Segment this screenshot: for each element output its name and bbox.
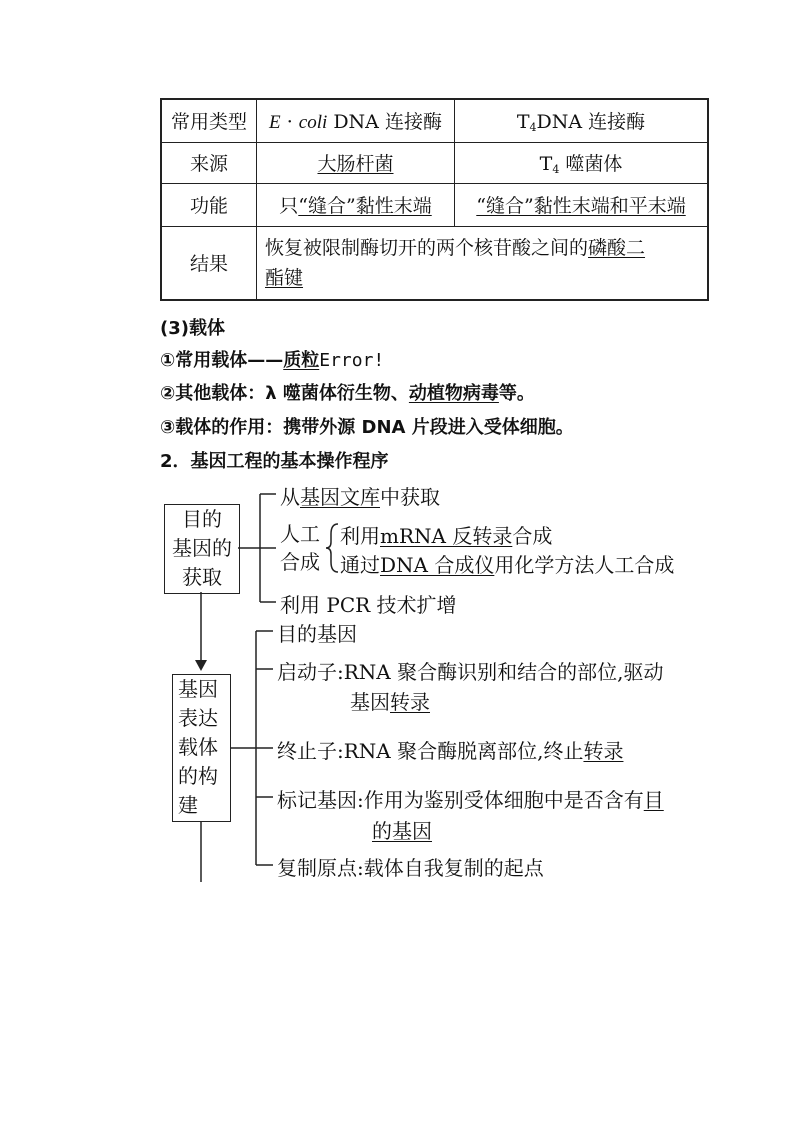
branch-artificial-label: 人工 合成 [280, 522, 320, 574]
item-terminator: 终止子:RNA 聚合酶脱离部位,终止转录 [277, 739, 624, 763]
table-header-ecoli: E · coli DNA 连接酶 [257, 99, 455, 142]
section3-line3: ③载体的作用：携带外源 DNA 片段进入受体细胞。 [160, 417, 574, 438]
item-marker-line2: 的基因 [372, 819, 432, 843]
cell: $T_4$ 噬菌体 [455, 142, 709, 183]
cell: “缝合”黏性末端和平末端 [455, 183, 709, 226]
box-vector-construction [172, 674, 231, 822]
branch-library: 从基因文库中获取 [280, 485, 440, 509]
section3-title: (3)载体 [160, 318, 225, 339]
box-line: 建 [178, 793, 198, 817]
cell: 大肠杆菌 [257, 142, 455, 183]
box-line: 表达 [178, 706, 218, 730]
item-target-gene: 目的基因 [277, 622, 357, 646]
box-line: 获取 [182, 565, 222, 589]
box-line: 的构 [178, 764, 218, 788]
table-header-t4: $T_4DNA$ 连接酶 [455, 99, 709, 142]
table-header-label: 常用类型 [161, 99, 257, 142]
row-label: 来源 [161, 142, 257, 183]
box-line: 载体 [178, 735, 218, 759]
box-gene-acquisition [164, 504, 240, 594]
box-line: 目的 [182, 507, 222, 531]
item-promoter-line1: 启动子:RNA 聚合酶识别和结合的部位,驱动 [277, 660, 664, 684]
item-promoter-line2: 基因转录 [350, 690, 430, 714]
sub-reverse-transcription: 利用mRNA 反转录合成 [340, 524, 553, 548]
cell: 只“缝合”黏性末端 [257, 183, 455, 226]
section3-line2: ②其他载体：λ 噬菌体衍生物、动植物病毒等。 [160, 383, 535, 404]
item-origin: 复制原点:载体自我复制的起点 [277, 856, 544, 880]
section3-line1: ①常用载体——质粒Error! [160, 350, 385, 371]
cell: 恢复被限制酶切开的两个核苷酸之间的磷酸二 酯键 [257, 226, 709, 300]
row-label: 功能 [161, 183, 257, 226]
box-line: 基因的 [172, 536, 232, 560]
row-label: 结果 [161, 226, 257, 300]
branch-pcr: 利用 PCR 技术扩增 [280, 593, 457, 617]
arrow-head-icon [195, 660, 207, 671]
item-marker-line1: 标记基因:作用为鉴别受体细胞中是否含有目 [277, 788, 664, 812]
sub-dna-synthesizer: 通过DNA 合成仪用化学方法人工合成 [340, 553, 675, 577]
box-line: 基因 [178, 677, 218, 701]
section2-title: 2．基因工程的基本操作程序 [160, 451, 389, 472]
